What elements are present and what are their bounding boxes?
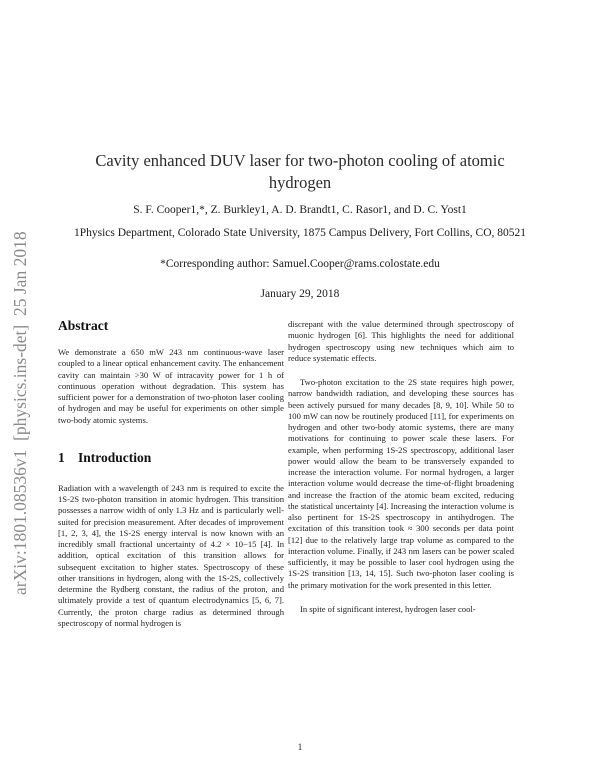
paper-date: January 29, 2018 xyxy=(260,288,340,300)
authors: S. F. Cooper1,*, Z. Burkley1, A. D. Brandt1, C. Rasor1, and D. C. Yost1 xyxy=(133,204,467,216)
arxiv-stamp xyxy=(4,190,34,600)
section-heading-introduction xyxy=(58,450,284,466)
arxiv-id: arXiv:1801.08536v1 [physics.ins-det] 25 Jan 2018 xyxy=(10,231,30,595)
corresponding-author: *Corresponding author: Samuel.Cooper@rams.colostate.edu xyxy=(160,258,440,270)
intro-paragraph-1-continued: discrepant with the value determined through spectroscopy of muonic hydrogen [6]. This highlights the need for additional hydrogen spectroscopy using new techniques which aim to reduce systematic effects. xyxy=(288,319,514,363)
left-column xyxy=(58,318,284,629)
intro-paragraph-1: Radiation with a wavelength of 243 nm is required to excite the 1S-2S two-photon transition in atomic hydrogen. This transition possesses a narrow width of only 1.3 Hz and is particularly well-suited for precision measurement. After decades of improvement [1, 2, 3, 4], the 1S-2S energy interval is now known with an incredibly small fractional uncertainty of 4.2 × 10−15 [4]. In addition, optical excitation of this transition allows for subsequent excitation to higher states. Spectroscopy of these other transitions in hydrogen, along with the 1S-2S, collectively determine the Rydberg constant, the radius of the proton, and ultimately provide a test of quantum electrodynamics [5, 6, 7]. Currently, the proton charge radius as determined through spectroscopy of normal hydrogen is xyxy=(58,482,284,628)
section-title: Introduction xyxy=(78,449,152,465)
abstract-heading: Abstract xyxy=(58,318,109,333)
right-column xyxy=(288,319,514,615)
affiliation: 1Physics Department, Colorado State University, 1875 Campus Delivery, Fort Collins, CO, 80521 xyxy=(73,227,527,239)
section-number: 1 xyxy=(58,449,65,465)
intro-paragraph-2: Two-photon excitation to the 2S state requires high power, narrow bandwidth radiation, and developing these sources has been actively pursued for many decades [8, 9, 10]. While 50 to 100 mW can now be routinely produced [11], for experiments on hydrogen and other two-body atomic systems, there are many motivations for continuing to power scale these lasers. For example, when performing 1S-2S spectroscopy, additional laser power would allow the beam to be transversely expanded to increase the interaction volume. For normal hydrogen, a larger interaction volume would decrease the time-of-flight broadening and increase the fraction of the atomic beam excited, reducing the statistical uncertainty [4]. Increasing the interaction volume is also pertinent for 1S-2S spectroscopy in antihydrogen. The excitation of this transition took ≈ 300 seconds per data point [12] due to the relatively large trap volume as compared to the interaction volume. Finally, if 243 nm lasers can be power scaled sufficiently, it may be possible to laser cool hydrogen using the 1S-2S transition [13, 14, 15]. Such two-photon laser cooling is the primary motivation for the work presented in this letter. xyxy=(288,377,514,590)
paper-title: Cavity enhanced DUV laser for two-photon cooling of atomic hydrogen xyxy=(95,151,505,192)
page-number: 1 xyxy=(297,742,303,752)
intro-paragraph-3: In spite of significant interest, hydrogen laser cool- xyxy=(300,603,476,614)
abstract-text: We demonstrate a 650 mW 243 nm continuous-wave laser coupled to a linear optical enhancement cavity. The enhancement cavity can maintain >30 W of intracavity power for 1 h of continuous operation without degradation. This system has sufficient power for a demonstration of two-photon laser cooling of hydrogen and may be useful for experiments on other simple two-body atomic systems. xyxy=(58,347,284,425)
